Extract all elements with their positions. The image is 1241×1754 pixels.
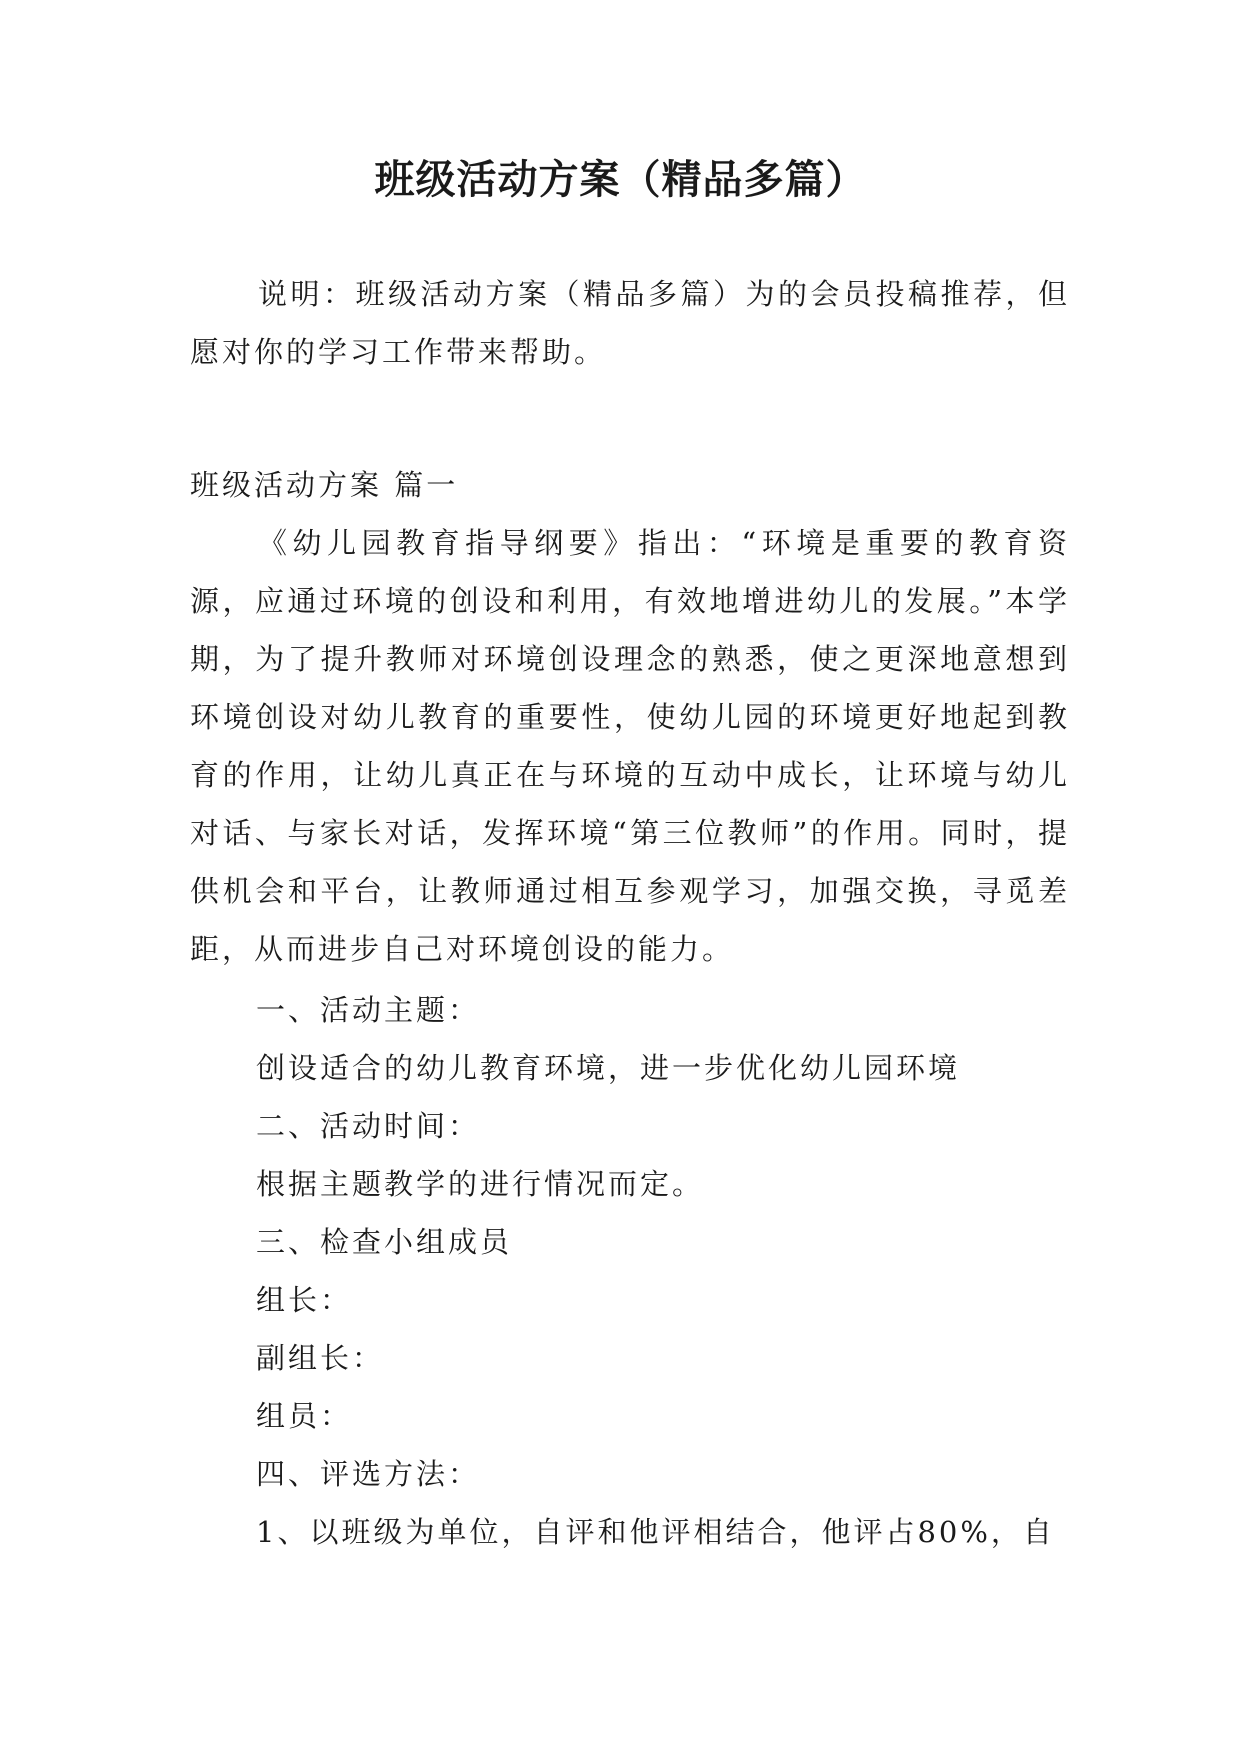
- list-item-theme-content: 创设适合的幼儿教育环境，进一步优化幼儿园环境: [256, 1051, 961, 1085]
- list-item-deputy-leader: 副组长：: [256, 1341, 385, 1375]
- body-paragraph: 《幼儿园教育指导纲要》指出：“环境是重要的教育资源，应通过环境的创设和利用，有效地增进幼儿的发展。”本学期，为了提升教师对环境创设理念的熟悉，使之更深地意想到环境创设对幼儿教育的重要性，使幼儿园的环境更好地起到教育的作用，让幼儿真正在与环境的互动中成长，让环境与幼儿对话、与家长对话，发挥环境“第三位教师”的作用。同时，提供机会和平台，让教师通过相互参观学习，加强交换，寻觅差距，从而进步自己对环境创设的能力。: [190, 526, 1070, 966]
- list-item-leader: 组长：: [256, 1283, 353, 1317]
- list-item-members: 组员：: [256, 1399, 353, 1433]
- document-title: 班级活动方案（精品多篇）: [374, 156, 867, 203]
- intro-paragraph: 说明：班级活动方案（精品多篇）为的会员投稿推荐，但愿对你的学习工作带来帮助。: [190, 277, 1070, 369]
- section-heading: 班级活动方案 篇一: [190, 468, 459, 502]
- list-item-time-content: 根据主题教学的进行情况而定。: [256, 1167, 705, 1201]
- list-item-method-rule-1: 1、以班级为单位，自评和他评相结合，他评占80%，自: [256, 1515, 1055, 1549]
- list-item-group-heading: 三、检查小组成员: [256, 1225, 513, 1259]
- list-item-time-heading: 二、活动时间：: [256, 1109, 481, 1143]
- list-item-method-heading: 四、评选方法：: [256, 1457, 481, 1491]
- list-item-theme-heading: 一、活动主题：: [256, 993, 481, 1027]
